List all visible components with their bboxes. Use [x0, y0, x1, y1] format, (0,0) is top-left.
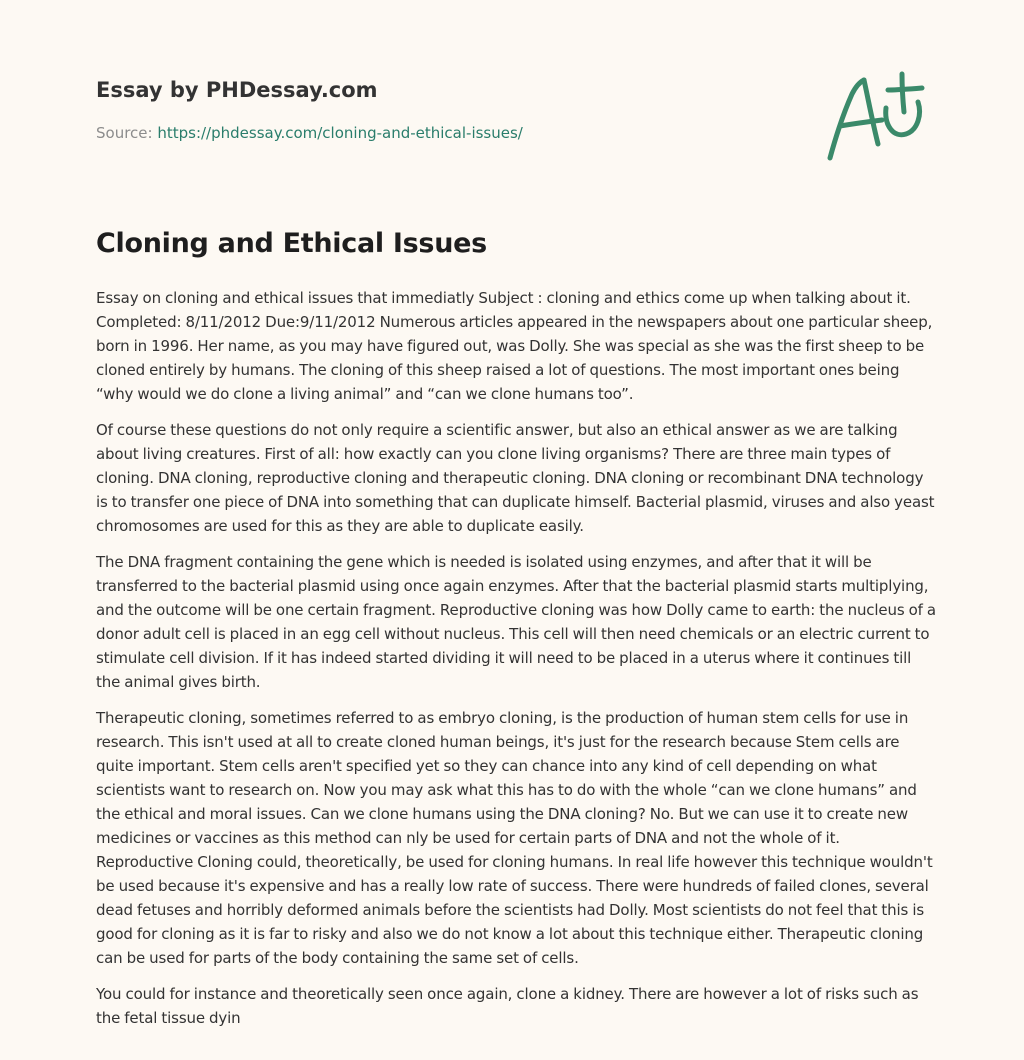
page-header: [96, 76, 796, 143]
article-paragraph-3: The DNA fragment containing the gene which is needed is isolated using enzymes, and after that it will be transferred to the bacterial plasmid using once again enzymes. After that the bacterial plasmid starts multiplying, and the outcome will be one certain fragment. Reproductive cloning was how Dolly came to earth: the nucleus of a donor adult cell is placed in an egg cell without nucleus. This cell will then need chemicals or an electric current to stimulate cell division. If it has indeed started dividing it will need to be placed in a uterus where it continues till the animal gives birth.: [96, 553, 936, 691]
article: [96, 226, 936, 1042]
a-plus-logo-icon: [822, 68, 926, 164]
source-link[interactable]: https://phdessay.com/cloning-and-ethical-issues/: [157, 124, 523, 142]
article-paragraph-1: Essay on cloning and ethical issues that immediatly Subject : cloning and ethics come up when talking about it. Completed: 8/11/2012 Due:9/11/2012 Numerous articles appeared in the newspapers about one particular sheep, born in 1996. Her name, as you may have figured out, was Dolly. She was special as she was the first sheep to be cloned entirely by humans. The cloning of this sheep raised a lot of questions. The most important ones being “why would we do clone a living animal” and “can we clone humans too”.: [96, 289, 933, 403]
article-title: Cloning and Ethical Issues: [96, 228, 487, 259]
a-plus-logo-svg: [822, 68, 926, 164]
article-paragraph-2: Of course these questions do not only require a scientific answer, but also an ethical answer as we are talking about living creatures. First of all: how exactly can you clone living organisms? There are three main types of cloning. DNA cloning, reproductive cloning and therapeutic cloning. DNA cloning or recombinant DNA technology is to transfer one piece of DNA into something that can duplicate himself. Bacterial plasmid, viruses and also yeast chromosomes are used for this as they are able to duplicate easily.: [96, 421, 935, 535]
article-paragraph-4: Therapeutic cloning, sometimes referred to as embryo cloning, is the production of human stem cells for use in research. This isn't used at all to create cloned human beings, it's just for the research because Stem cells are quite important. Stem cells aren't specified yet so they can chance into any kind of cell depending on what scientists want to research on. Now you may ask what this has to do with the whole “can we clone humans” and the ethical and moral issues. Can we clone humans using the DNA cloning? No. But we can use it to create new medicines or vaccines as this method can nly be used for certain parts of DNA and not the whole of it. Reproductive Cloning could, theoretically, be used for cloning humans. In real life however this technique wouldn't be used because it's expensive and has a really low rate of success. There were hundreds of failed clones, several dead fetuses and horribly deformed animals before the scientists had Dolly. Most scientists do not feel that this is good for cloning as it is far to risky and also we do not know a lot about this technique either. Therapeutic cloning can be used for parts of the body containing the same set of cells.: [96, 709, 933, 967]
source-label: Source:: [96, 124, 158, 142]
article-paragraph-5: You could for instance and theoretically seen once again, clone a kidney. There are however a lot of risks such as the fetal tissue dyin: [96, 985, 919, 1027]
source-line: [96, 123, 796, 143]
brand-title: Essay by PHDessay.com: [96, 78, 378, 102]
